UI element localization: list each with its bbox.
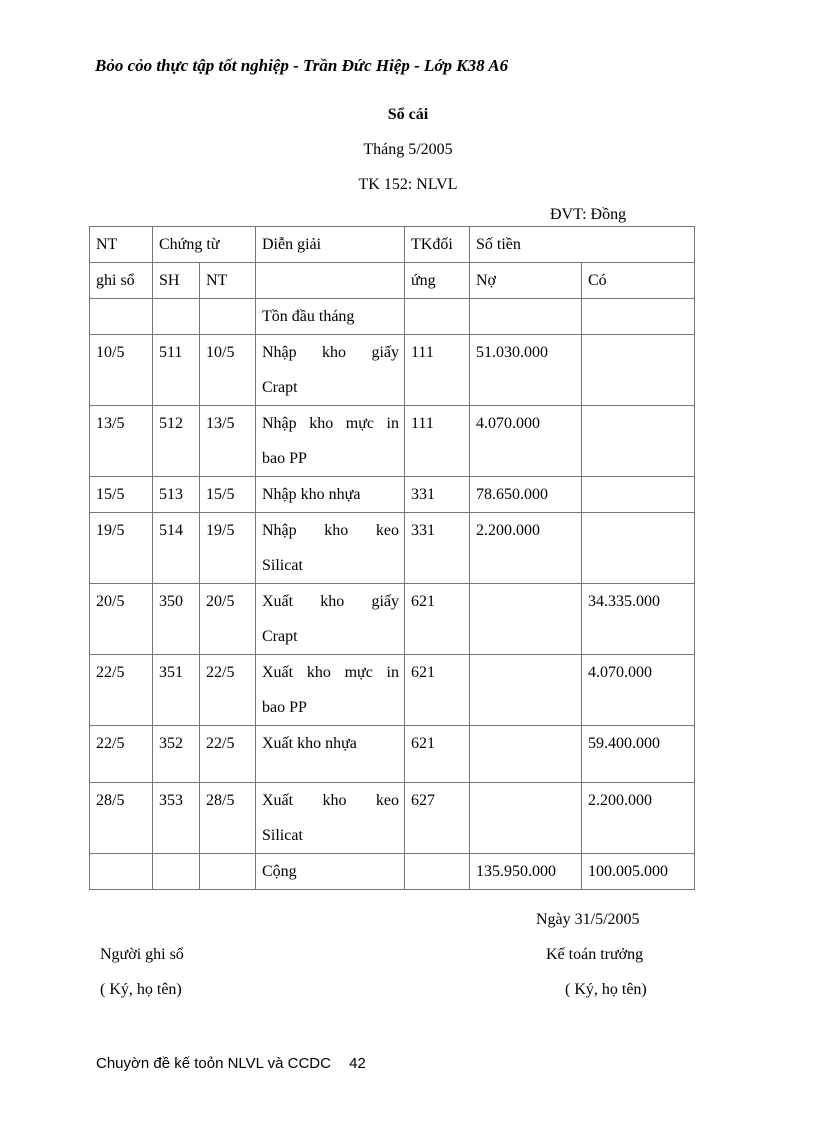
cell-credit	[582, 406, 695, 477]
cell-debit: 4.070.000	[470, 406, 582, 477]
recorder-role: Người ghi sổ	[100, 946, 184, 963]
chief-accountant-role: Kế toán trưởng	[546, 946, 644, 963]
ledger-title: Sổ cái	[387, 106, 429, 123]
cell-nt: 20/5	[200, 584, 256, 655]
table-row	[90, 406, 695, 477]
description-line: Silicat	[262, 557, 303, 574]
cell-sh: 513	[153, 477, 200, 513]
cell-account: 331	[405, 513, 470, 584]
cell-debit	[470, 726, 582, 783]
recorder-note: ( Ký, họ tên)	[100, 981, 182, 998]
cell-date: 19/5	[90, 513, 153, 584]
table-row	[90, 584, 695, 655]
cell-debit: 51.030.000	[470, 335, 582, 406]
page-footer	[96, 1055, 366, 1072]
cell-credit: 2.200.000	[582, 783, 695, 854]
cell-description	[256, 477, 405, 513]
header-date-sub: ghi sổ	[90, 263, 153, 299]
cell-nt: 22/5	[200, 726, 256, 783]
cell-credit	[582, 513, 695, 584]
description-line: bao PP	[262, 450, 307, 467]
cell-date: 22/5	[90, 655, 153, 726]
header-nt: NT	[200, 263, 256, 299]
description-line: Xuất kho mực in	[262, 664, 399, 681]
cell-description	[256, 783, 405, 854]
cell-debit	[470, 584, 582, 655]
header-description: Diễn giải	[256, 227, 405, 263]
cell-sh: 350	[153, 584, 200, 655]
description-line: Nhập kho nhựa	[262, 486, 361, 503]
cell-credit: 4.070.000	[582, 655, 695, 726]
header-credit: Có	[582, 263, 695, 299]
description-line: Nhập kho keo	[262, 522, 399, 539]
ledger-month: Tháng 5/2005	[363, 141, 453, 158]
cell-sh: 512	[153, 406, 200, 477]
table-row	[90, 299, 695, 335]
header-amount: Số tiền	[470, 227, 695, 263]
description-line: Crapt	[262, 379, 298, 396]
total-credit: 100.005.000	[582, 854, 695, 890]
cell-date: 10/5	[90, 335, 153, 406]
table-row	[90, 655, 695, 726]
cell-debit: 2.200.000	[470, 513, 582, 584]
table-row	[90, 335, 695, 406]
header-debit: Nợ	[470, 263, 582, 299]
description-line: Xuất kho nhựa	[262, 735, 357, 752]
header-account: TKđối	[405, 227, 470, 263]
cell-description	[256, 655, 405, 726]
table-row	[90, 726, 695, 783]
description-line: Xuất kho keo	[262, 792, 399, 809]
description-line: Nhập kho giấy	[262, 344, 399, 361]
cell-account: 621	[405, 584, 470, 655]
signing-date: Ngày 31/5/2005	[536, 911, 640, 928]
page-number: 42	[349, 1055, 366, 1072]
cell-sh: 352	[153, 726, 200, 783]
cell-nt: 13/5	[200, 406, 256, 477]
cell-date: 22/5	[90, 726, 153, 783]
cell-date: 28/5	[90, 783, 153, 854]
cell-nt: 15/5	[200, 477, 256, 513]
cell-description	[256, 726, 405, 783]
cell-credit: 34.335.000	[582, 584, 695, 655]
description-line: Silicat	[262, 827, 303, 844]
cell-account: 111	[405, 335, 470, 406]
cell-sh: 511	[153, 335, 200, 406]
cell-nt: 19/5	[200, 513, 256, 584]
cell-debit	[470, 783, 582, 854]
cell-date: 20/5	[90, 584, 153, 655]
cell-debit	[470, 655, 582, 726]
cell-account: 621	[405, 655, 470, 726]
table-row	[90, 513, 695, 584]
description-line: Nhập kho mực in	[262, 415, 399, 432]
header-sh: SH	[153, 263, 200, 299]
cell-description	[256, 406, 405, 477]
footer-text: Chuyờn đề kế toỏn NLVL và CCDC	[96, 1055, 331, 1072]
table-row	[90, 783, 695, 854]
description-line: Xuất kho giấy	[262, 593, 399, 610]
cell-date: 15/5	[90, 477, 153, 513]
cell-date: 13/5	[90, 406, 153, 477]
cell-sh: 353	[153, 783, 200, 854]
cell-credit: 59.400.000	[582, 726, 695, 783]
document-header: Bỏo cỏo thực tập tốt nghiệp - Trần Đức Hiệp - Lớp K38 A6	[95, 56, 509, 75]
cell-account: 331	[405, 477, 470, 513]
header-voucher: Chứng từ	[153, 227, 256, 263]
ledger-table	[89, 226, 695, 890]
total-label: Cộng	[256, 854, 405, 890]
cell-debit: 78.650.000	[470, 477, 582, 513]
total-row	[90, 854, 695, 890]
cell-nt: 10/5	[200, 335, 256, 406]
cell-sh: 351	[153, 655, 200, 726]
cell-description	[256, 335, 405, 406]
total-debit: 135.950.000	[470, 854, 582, 890]
description-line: Crapt	[262, 628, 298, 645]
header-description-sub	[256, 263, 405, 299]
cell-nt: 22/5	[200, 655, 256, 726]
cell-sh: 514	[153, 513, 200, 584]
cell-description	[256, 584, 405, 655]
opening-balance: Tồn đầu tháng	[256, 299, 405, 335]
table-header-row	[90, 227, 695, 263]
cell-account: 621	[405, 726, 470, 783]
cell-account: 627	[405, 783, 470, 854]
header-date: NT	[90, 227, 153, 263]
description-line: bao PP	[262, 699, 307, 716]
header-account-sub: ứng	[405, 263, 470, 299]
cell-description	[256, 513, 405, 584]
table-header-row	[90, 263, 695, 299]
cell-nt: 28/5	[200, 783, 256, 854]
cell-credit	[582, 477, 695, 513]
cell-credit	[582, 335, 695, 406]
ledger-account: TK 152: NLVL	[358, 176, 458, 193]
ledger-rows	[90, 335, 695, 854]
currency-unit: ĐVT: Đồng	[550, 206, 627, 223]
cell-account: 111	[405, 406, 470, 477]
chief-accountant-note: ( Ký, họ tên)	[565, 981, 647, 998]
table-row	[90, 477, 695, 513]
